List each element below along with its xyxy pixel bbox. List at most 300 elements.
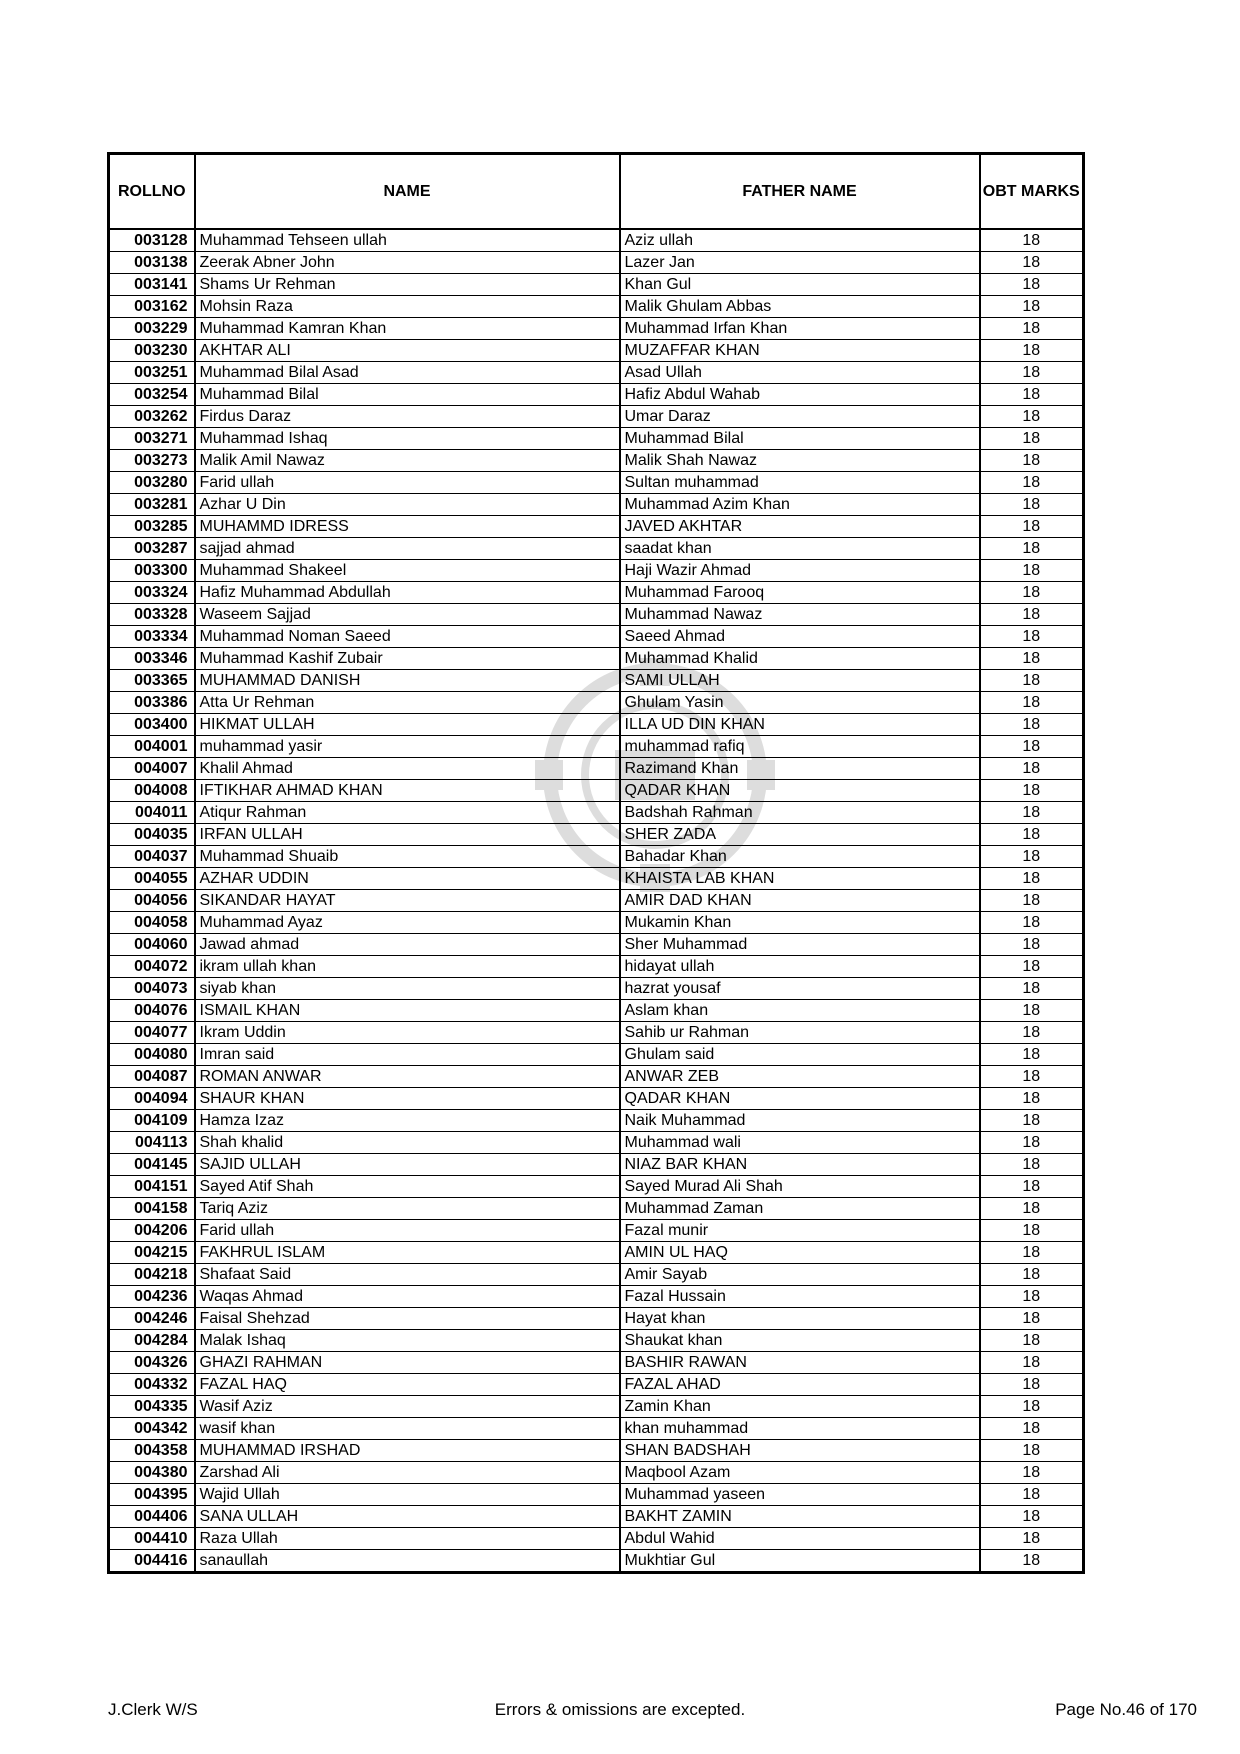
cell-rollno: 003324 xyxy=(109,582,195,604)
table-row xyxy=(109,340,1084,362)
cell-father-name: SHAN BADSHAH xyxy=(620,1440,980,1462)
table-row xyxy=(109,1264,1084,1286)
cell-father-name: Sultan muhammad xyxy=(620,472,980,494)
cell-rollno: 003128 xyxy=(109,229,195,252)
footer-page-number: Page No.46 of 170 xyxy=(1055,1700,1197,1719)
cell-obt-marks: 18 xyxy=(980,296,1084,318)
cell-obt-marks: 18 xyxy=(980,1176,1084,1198)
cell-rollno: 003162 xyxy=(109,296,195,318)
table-row xyxy=(109,626,1084,648)
cell-father-name: Muhammad Bilal xyxy=(620,428,980,450)
cell-father-name: muhammad rafiq xyxy=(620,736,980,758)
table-row xyxy=(109,1242,1084,1264)
cell-father-name: Mukhtiar Gul xyxy=(620,1550,980,1573)
cell-father-name: Haji Wazir Ahmad xyxy=(620,560,980,582)
cell-name: Zarshad Ali xyxy=(195,1462,620,1484)
table-row xyxy=(109,692,1084,714)
cell-name: Farid ullah xyxy=(195,1220,620,1242)
table-row xyxy=(109,362,1084,384)
cell-name: siyab khan xyxy=(195,978,620,1000)
cell-father-name: Abdul Wahid xyxy=(620,1528,980,1550)
cell-father-name: AMIN UL HAQ xyxy=(620,1242,980,1264)
cell-name: SIKANDAR HAYAT xyxy=(195,890,620,912)
cell-rollno: 003328 xyxy=(109,604,195,626)
cell-father-name: SAMI ULLAH xyxy=(620,670,980,692)
cell-father-name: MUZAFFAR KHAN xyxy=(620,340,980,362)
cell-rollno: 004335 xyxy=(109,1396,195,1418)
cell-obt-marks: 18 xyxy=(980,758,1084,780)
cell-father-name: Malik Ghulam Abbas xyxy=(620,296,980,318)
cell-obt-marks: 18 xyxy=(980,428,1084,450)
cell-rollno: 003400 xyxy=(109,714,195,736)
cell-name: Hamza Izaz xyxy=(195,1110,620,1132)
table-row xyxy=(109,384,1084,406)
cell-father-name: Hafiz Abdul Wahab xyxy=(620,384,980,406)
cell-rollno: 003138 xyxy=(109,252,195,274)
cell-father-name: KHAISTA LAB KHAN xyxy=(620,868,980,890)
footer-clerk: J.Clerk W/S xyxy=(108,1700,198,1719)
cell-obt-marks: 18 xyxy=(980,934,1084,956)
cell-name: Waseem Sajjad xyxy=(195,604,620,626)
cell-name: Muhammad Kashif Zubair xyxy=(195,648,620,670)
cell-name: FAKHRUL ISLAM xyxy=(195,1242,620,1264)
table-row xyxy=(109,450,1084,472)
cell-rollno: 004416 xyxy=(109,1550,195,1573)
header-name: NAME xyxy=(195,154,620,230)
cell-obt-marks: 18 xyxy=(980,1000,1084,1022)
cell-obt-marks: 18 xyxy=(980,1418,1084,1440)
table-row xyxy=(109,1462,1084,1484)
table-row xyxy=(109,582,1084,604)
table-row xyxy=(109,1220,1084,1242)
cell-rollno: 004073 xyxy=(109,978,195,1000)
table-row xyxy=(109,296,1084,318)
cell-obt-marks: 18 xyxy=(980,516,1084,538)
cell-obt-marks: 18 xyxy=(980,450,1084,472)
table-row xyxy=(109,1440,1084,1462)
table-row xyxy=(109,1022,1084,1044)
results-table-container xyxy=(107,152,1082,1574)
cell-rollno: 004056 xyxy=(109,890,195,912)
cell-rollno: 004055 xyxy=(109,868,195,890)
table-row xyxy=(109,912,1084,934)
cell-obt-marks: 18 xyxy=(980,780,1084,802)
cell-name: Wasif Aziz xyxy=(195,1396,620,1418)
table-row xyxy=(109,1330,1084,1352)
cell-rollno: 003251 xyxy=(109,362,195,384)
table-row xyxy=(109,648,1084,670)
cell-name: FAZAL HAQ xyxy=(195,1374,620,1396)
cell-obt-marks: 18 xyxy=(980,1286,1084,1308)
table-row xyxy=(109,1110,1084,1132)
cell-father-name: Amir Sayab xyxy=(620,1264,980,1286)
cell-name: SHAUR KHAN xyxy=(195,1088,620,1110)
cell-rollno: 004080 xyxy=(109,1044,195,1066)
cell-obt-marks: 18 xyxy=(980,956,1084,978)
cell-name: SAJID ULLAH xyxy=(195,1154,620,1176)
cell-father-name: Asad Ullah xyxy=(620,362,980,384)
cell-name: ROMAN ANWAR xyxy=(195,1066,620,1088)
cell-name: wasif khan xyxy=(195,1418,620,1440)
cell-rollno: 003386 xyxy=(109,692,195,714)
cell-rollno: 003254 xyxy=(109,384,195,406)
cell-father-name: Lazer Jan xyxy=(620,252,980,274)
cell-obt-marks: 18 xyxy=(980,1044,1084,1066)
cell-father-name: ILLA UD DIN KHAN xyxy=(620,714,980,736)
cell-rollno: 003346 xyxy=(109,648,195,670)
cell-rollno: 003287 xyxy=(109,538,195,560)
cell-name: Azhar U Din xyxy=(195,494,620,516)
cell-father-name: Muhammad Irfan Khan xyxy=(620,318,980,340)
cell-father-name: Aziz ullah xyxy=(620,229,980,252)
cell-rollno: 004076 xyxy=(109,1000,195,1022)
cell-father-name: Khan Gul xyxy=(620,274,980,296)
cell-rollno: 003271 xyxy=(109,428,195,450)
cell-name: Hafiz Muhammad Abdullah xyxy=(195,582,620,604)
cell-name: Ikram Uddin xyxy=(195,1022,620,1044)
cell-obt-marks: 18 xyxy=(980,1352,1084,1374)
cell-rollno: 004395 xyxy=(109,1484,195,1506)
results-table xyxy=(107,152,1085,1574)
cell-obt-marks: 18 xyxy=(980,1088,1084,1110)
table-row xyxy=(109,1176,1084,1198)
cell-father-name: hidayat ullah xyxy=(620,956,980,978)
cell-obt-marks: 18 xyxy=(980,582,1084,604)
cell-father-name: SHER ZADA xyxy=(620,824,980,846)
cell-rollno: 003365 xyxy=(109,670,195,692)
cell-rollno: 004008 xyxy=(109,780,195,802)
cell-obt-marks: 18 xyxy=(980,626,1084,648)
cell-obt-marks: 18 xyxy=(980,472,1084,494)
cell-father-name: Zamin Khan xyxy=(620,1396,980,1418)
cell-rollno: 004087 xyxy=(109,1066,195,1088)
table-row xyxy=(109,1286,1084,1308)
header-obt-marks: OBT MARKS xyxy=(980,154,1084,230)
cell-obt-marks: 18 xyxy=(980,846,1084,868)
cell-name: Imran said xyxy=(195,1044,620,1066)
table-row xyxy=(109,1528,1084,1550)
cell-father-name: Sahib ur Rahman xyxy=(620,1022,980,1044)
cell-rollno: 003262 xyxy=(109,406,195,428)
cell-rollno: 004410 xyxy=(109,1528,195,1550)
table-row xyxy=(109,1154,1084,1176)
cell-name: AZHAR UDDIN xyxy=(195,868,620,890)
cell-name: MUHAMMAD DANISH xyxy=(195,670,620,692)
cell-rollno: 004406 xyxy=(109,1506,195,1528)
cell-name: Shafaat Said xyxy=(195,1264,620,1286)
cell-name: Sayed Atif Shah xyxy=(195,1176,620,1198)
cell-name: Shah khalid xyxy=(195,1132,620,1154)
cell-name: Muhammad Kamran Khan xyxy=(195,318,620,340)
cell-name: Muhammad Noman Saeed xyxy=(195,626,620,648)
table-row xyxy=(109,1132,1084,1154)
table-row xyxy=(109,1088,1084,1110)
table-row xyxy=(109,780,1084,802)
cell-father-name: BASHIR RAWAN xyxy=(620,1352,980,1374)
cell-father-name: saadat khan xyxy=(620,538,980,560)
cell-name: Firdus Daraz xyxy=(195,406,620,428)
cell-father-name: Muhammad Farooq xyxy=(620,582,980,604)
cell-father-name: hazrat yousaf xyxy=(620,978,980,1000)
header-rollno: ROLLNO xyxy=(109,154,195,230)
cell-obt-marks: 18 xyxy=(980,1066,1084,1088)
cell-father-name: Naik Muhammad xyxy=(620,1110,980,1132)
cell-rollno: 004332 xyxy=(109,1374,195,1396)
cell-rollno: 004151 xyxy=(109,1176,195,1198)
cell-obt-marks: 18 xyxy=(980,1264,1084,1286)
cell-obt-marks: 18 xyxy=(980,1110,1084,1132)
cell-rollno: 004060 xyxy=(109,934,195,956)
cell-rollno: 004007 xyxy=(109,758,195,780)
cell-rollno: 004058 xyxy=(109,912,195,934)
cell-rollno: 003273 xyxy=(109,450,195,472)
cell-obt-marks: 18 xyxy=(980,648,1084,670)
cell-rollno: 004215 xyxy=(109,1242,195,1264)
cell-obt-marks: 18 xyxy=(980,890,1084,912)
cell-father-name: Muhammad Nawaz xyxy=(620,604,980,626)
cell-rollno: 004145 xyxy=(109,1154,195,1176)
cell-father-name: Mukamin Khan xyxy=(620,912,980,934)
cell-father-name: Fazal Hussain xyxy=(620,1286,980,1308)
cell-name: Muhammad Ishaq xyxy=(195,428,620,450)
cell-obt-marks: 18 xyxy=(980,1198,1084,1220)
footer-disclaimer: Errors & omissions are excepted. xyxy=(494,1700,746,1719)
cell-father-name: khan muhammad xyxy=(620,1418,980,1440)
cell-name: ISMAIL KHAN xyxy=(195,1000,620,1022)
cell-name: Muhammad Shakeel xyxy=(195,560,620,582)
cell-father-name: Saeed Ahmad xyxy=(620,626,980,648)
cell-father-name: Umar Daraz xyxy=(620,406,980,428)
cell-rollno: 003141 xyxy=(109,274,195,296)
cell-father-name: Muhammad Azim Khan xyxy=(620,494,980,516)
cell-father-name: Aslam khan xyxy=(620,1000,980,1022)
cell-name: AKHTAR ALI xyxy=(195,340,620,362)
table-header-row xyxy=(109,154,1084,230)
cell-obt-marks: 18 xyxy=(980,560,1084,582)
cell-father-name: Muhammad wali xyxy=(620,1132,980,1154)
cell-name: Mohsin Raza xyxy=(195,296,620,318)
cell-obt-marks: 18 xyxy=(980,1022,1084,1044)
cell-rollno: 004218 xyxy=(109,1264,195,1286)
cell-rollno: 003229 xyxy=(109,318,195,340)
cell-obt-marks: 18 xyxy=(980,1154,1084,1176)
table-row xyxy=(109,956,1084,978)
cell-father-name: Fazal munir xyxy=(620,1220,980,1242)
cell-father-name: Bahadar Khan xyxy=(620,846,980,868)
cell-name: Muhammad Ayaz xyxy=(195,912,620,934)
cell-father-name: Malik Shah Nawaz xyxy=(620,450,980,472)
cell-name: sajjad ahmad xyxy=(195,538,620,560)
cell-obt-marks: 18 xyxy=(980,824,1084,846)
cell-name: Shams Ur Rehman xyxy=(195,274,620,296)
cell-obt-marks: 18 xyxy=(980,318,1084,340)
table-row xyxy=(109,802,1084,824)
table-row xyxy=(109,1308,1084,1330)
cell-rollno: 004358 xyxy=(109,1440,195,1462)
cell-rollno: 004001 xyxy=(109,736,195,758)
cell-rollno: 004206 xyxy=(109,1220,195,1242)
cell-rollno: 004011 xyxy=(109,802,195,824)
cell-father-name: JAVED AKHTAR xyxy=(620,516,980,538)
table-row xyxy=(109,1506,1084,1528)
cell-name: Malik Amil Nawaz xyxy=(195,450,620,472)
cell-obt-marks: 18 xyxy=(980,1462,1084,1484)
table-body xyxy=(109,229,1084,1573)
cell-rollno: 004246 xyxy=(109,1308,195,1330)
cell-obt-marks: 18 xyxy=(980,1220,1084,1242)
cell-rollno: 004037 xyxy=(109,846,195,868)
table-row xyxy=(109,560,1084,582)
cell-name: MUHAMMD IDRESS xyxy=(195,516,620,538)
cell-father-name: QADAR KHAN xyxy=(620,1088,980,1110)
cell-name: Waqas Ahmad xyxy=(195,1286,620,1308)
cell-obt-marks: 18 xyxy=(980,1132,1084,1154)
cell-rollno: 004284 xyxy=(109,1330,195,1352)
cell-name: Atiqur Rahman xyxy=(195,802,620,824)
cell-obt-marks: 18 xyxy=(980,736,1084,758)
cell-rollno: 003280 xyxy=(109,472,195,494)
cell-name: Muhammad Bilal xyxy=(195,384,620,406)
cell-name: IFTIKHAR AHMAD KHAN xyxy=(195,780,620,802)
table-row xyxy=(109,1000,1084,1022)
cell-obt-marks: 18 xyxy=(980,1528,1084,1550)
table-row xyxy=(109,824,1084,846)
cell-obt-marks: 18 xyxy=(980,670,1084,692)
table-row xyxy=(109,472,1084,494)
cell-father-name: Razimand Khan xyxy=(620,758,980,780)
header-father-name: FATHER NAME xyxy=(620,154,980,230)
table-row xyxy=(109,868,1084,890)
table-row xyxy=(109,890,1084,912)
table-row xyxy=(109,252,1084,274)
cell-obt-marks: 18 xyxy=(980,252,1084,274)
cell-name: Muhammad Bilal Asad xyxy=(195,362,620,384)
table-row xyxy=(109,1396,1084,1418)
cell-father-name: QADAR KHAN xyxy=(620,780,980,802)
cell-obt-marks: 18 xyxy=(980,1330,1084,1352)
cell-rollno: 004109 xyxy=(109,1110,195,1132)
table-row xyxy=(109,229,1084,252)
cell-obt-marks: 18 xyxy=(980,1396,1084,1418)
cell-name: ikram ullah khan xyxy=(195,956,620,978)
cell-father-name: AMIR DAD KHAN xyxy=(620,890,980,912)
cell-rollno: 003285 xyxy=(109,516,195,538)
cell-name: Jawad ahmad xyxy=(195,934,620,956)
cell-father-name: Ghulam said xyxy=(620,1044,980,1066)
cell-name: Atta Ur Rehman xyxy=(195,692,620,714)
cell-obt-marks: 18 xyxy=(980,538,1084,560)
cell-obt-marks: 18 xyxy=(980,912,1084,934)
cell-rollno: 004236 xyxy=(109,1286,195,1308)
cell-obt-marks: 18 xyxy=(980,384,1084,406)
table-row xyxy=(109,1374,1084,1396)
cell-obt-marks: 18 xyxy=(980,1308,1084,1330)
table-row xyxy=(109,846,1084,868)
table-row xyxy=(109,1352,1084,1374)
cell-obt-marks: 18 xyxy=(980,340,1084,362)
cell-obt-marks: 18 xyxy=(980,1484,1084,1506)
cell-father-name: Muhammad Khalid xyxy=(620,648,980,670)
cell-name: MUHAMMAD IRSHAD xyxy=(195,1440,620,1462)
cell-name: Raza Ullah xyxy=(195,1528,620,1550)
table-row xyxy=(109,934,1084,956)
table-row xyxy=(109,978,1084,1000)
cell-name: muhammad yasir xyxy=(195,736,620,758)
cell-father-name: ANWAR ZEB xyxy=(620,1066,980,1088)
cell-father-name: Hayat khan xyxy=(620,1308,980,1330)
cell-obt-marks: 18 xyxy=(980,1374,1084,1396)
cell-name: Khalil Ahmad xyxy=(195,758,620,780)
cell-father-name: Maqbool Azam xyxy=(620,1462,980,1484)
table-row xyxy=(109,604,1084,626)
cell-father-name: Sayed Murad Ali Shah xyxy=(620,1176,980,1198)
table-row xyxy=(109,736,1084,758)
cell-name: GHAZI RAHMAN xyxy=(195,1352,620,1374)
cell-name: IRFAN ULLAH xyxy=(195,824,620,846)
cell-rollno: 004380 xyxy=(109,1462,195,1484)
table-row xyxy=(109,1484,1084,1506)
cell-name: Farid ullah xyxy=(195,472,620,494)
cell-rollno: 003300 xyxy=(109,560,195,582)
table-row xyxy=(109,428,1084,450)
cell-father-name: BAKHT ZAMIN xyxy=(620,1506,980,1528)
cell-obt-marks: 18 xyxy=(980,714,1084,736)
cell-father-name: Muhammad yaseen xyxy=(620,1484,980,1506)
cell-rollno: 004342 xyxy=(109,1418,195,1440)
table-row xyxy=(109,1550,1084,1573)
table-row xyxy=(109,714,1084,736)
cell-obt-marks: 18 xyxy=(980,692,1084,714)
cell-rollno: 003230 xyxy=(109,340,195,362)
cell-obt-marks: 18 xyxy=(980,604,1084,626)
cell-rollno: 004072 xyxy=(109,956,195,978)
cell-obt-marks: 18 xyxy=(980,1506,1084,1528)
cell-name: HIKMAT ULLAH xyxy=(195,714,620,736)
cell-father-name: NIAZ BAR KHAN xyxy=(620,1154,980,1176)
table-row xyxy=(109,1198,1084,1220)
cell-father-name: Badshah Rahman xyxy=(620,802,980,824)
cell-rollno: 004326 xyxy=(109,1352,195,1374)
cell-name: Tariq Aziz xyxy=(195,1198,620,1220)
table-row xyxy=(109,1418,1084,1440)
cell-rollno: 004077 xyxy=(109,1022,195,1044)
cell-name: Zeerak Abner John xyxy=(195,252,620,274)
cell-obt-marks: 18 xyxy=(980,1550,1084,1573)
cell-father-name: Shaukat khan xyxy=(620,1330,980,1352)
cell-name: Wajid Ullah xyxy=(195,1484,620,1506)
cell-rollno: 004113 xyxy=(109,1132,195,1154)
cell-name: Malak Ishaq xyxy=(195,1330,620,1352)
cell-rollno: 003281 xyxy=(109,494,195,516)
cell-obt-marks: 18 xyxy=(980,406,1084,428)
cell-obt-marks: 18 xyxy=(980,868,1084,890)
cell-obt-marks: 18 xyxy=(980,978,1084,1000)
table-row xyxy=(109,516,1084,538)
cell-rollno: 004158 xyxy=(109,1198,195,1220)
table-row xyxy=(109,318,1084,340)
cell-obt-marks: 18 xyxy=(980,1242,1084,1264)
cell-father-name: FAZAL AHAD xyxy=(620,1374,980,1396)
cell-rollno: 004094 xyxy=(109,1088,195,1110)
table-row xyxy=(109,406,1084,428)
cell-name: SANA ULLAH xyxy=(195,1506,620,1528)
cell-name: sanaullah xyxy=(195,1550,620,1573)
cell-father-name: Ghulam Yasin xyxy=(620,692,980,714)
cell-obt-marks: 18 xyxy=(980,802,1084,824)
cell-name: Faisal Shehzad xyxy=(195,1308,620,1330)
cell-rollno: 004035 xyxy=(109,824,195,846)
cell-rollno: 003334 xyxy=(109,626,195,648)
